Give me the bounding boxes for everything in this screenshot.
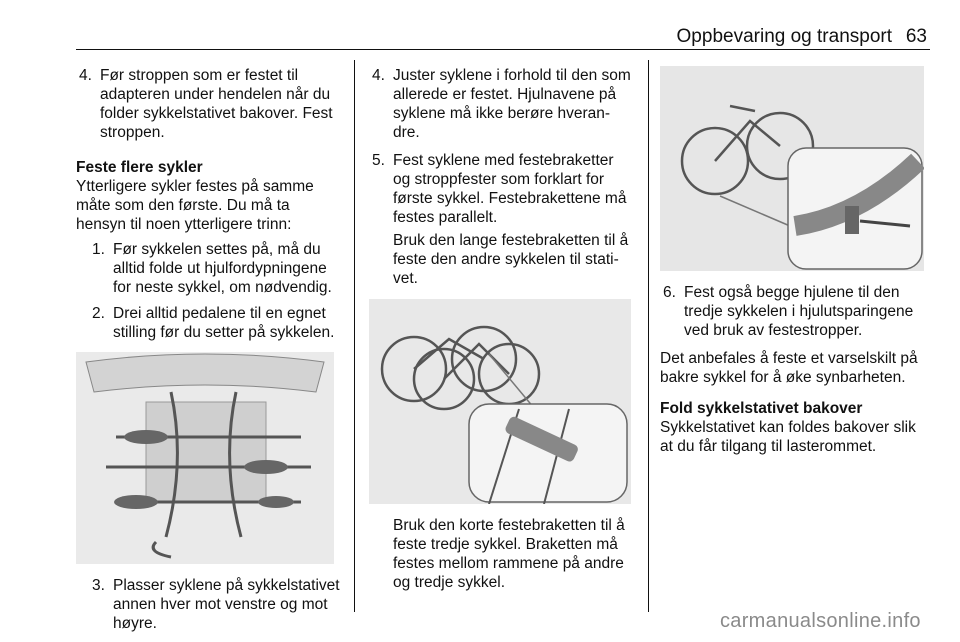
section-heading: Fold sykkelstativet bakover [660, 400, 863, 417]
step-note: Bruk den korte festebraketten til å feste tredje sykkel. Braketten må festes mellom rammene på andre og tredje sykkel. [393, 517, 625, 591]
paragraph: Sykkelstativet kan foldes bakover slik at du får tilgang til lasterommet. [660, 419, 916, 455]
column-1 [76, 66, 342, 640]
list-number: 4. [372, 67, 385, 84]
list-text: Juster syklene i forhold til den som allerede er festet. Hjulnavene på syklene må ikke berøre hveran-dre. [393, 67, 631, 141]
list-item [89, 304, 342, 342]
list-item [660, 283, 930, 340]
page-number: 63 [905, 26, 927, 47]
section-heading: Feste flere sykler [76, 159, 203, 176]
list-text: Drei alltid pedalene til en egnet stilling før du setter på sykkelen. [113, 305, 335, 341]
sub-list [76, 240, 342, 342]
column-3 [660, 66, 930, 467]
paragraph: Det anbefales å feste et varselskilt på bakre sykkel for å øke synbarheten. [660, 350, 918, 386]
list-text: Plasser syklene på sykkelstativet annen hver mot venstre og mot høyre. [113, 577, 340, 632]
paragraph: Ytterligere sykler festes på samme måte som den første. Du må ta hensyn til noen ytterligere trinn: [76, 178, 314, 233]
sub-list [76, 576, 342, 633]
column-2 [369, 66, 635, 603]
list-item [89, 240, 342, 297]
list-item [369, 151, 635, 227]
column-divider-1 [354, 60, 355, 612]
header-rule [76, 49, 930, 50]
list-number: 6. [663, 284, 676, 301]
list-number: 1. [92, 241, 105, 258]
list-number: 4. [79, 67, 92, 84]
step-note: Bruk den lange festebraketten til å feste den andre sykkelen til stati-vet. [393, 232, 629, 287]
column-divider-2 [648, 60, 649, 612]
list-text: Før sykkelen settes på, må du alltid folde ut hjulfordypningene for neste sykkel, om nødvendig. [113, 241, 332, 296]
list-text: Fest syklene med festebraketter og stroppfester som forklart for første sykkel. Festebrakettene må festes parallelt. [393, 152, 627, 226]
list-item [369, 66, 635, 142]
list-text: Fest også begge hjulene til den tredje sykkelen i hjulutsparingene ved bruk av festestropper. [684, 284, 914, 339]
list-text: Før stroppen som er festet til adapteren under hendelen når du folder sykkelstativet bakover. Fest stroppen. [100, 67, 333, 141]
list-number: 2. [92, 305, 105, 322]
watermark: carmanualsonline.info [720, 610, 921, 632]
long-bracket-illustration [369, 299, 631, 504]
wheel-strap-illustration [660, 66, 924, 271]
list-number: 5. [372, 152, 385, 169]
list-number: 3. [92, 577, 105, 594]
header-title: Oppbevaring og transport [676, 26, 892, 47]
list-item [76, 66, 342, 142]
bike-rack-top-view-illustration [76, 352, 334, 564]
list-item [89, 576, 342, 633]
